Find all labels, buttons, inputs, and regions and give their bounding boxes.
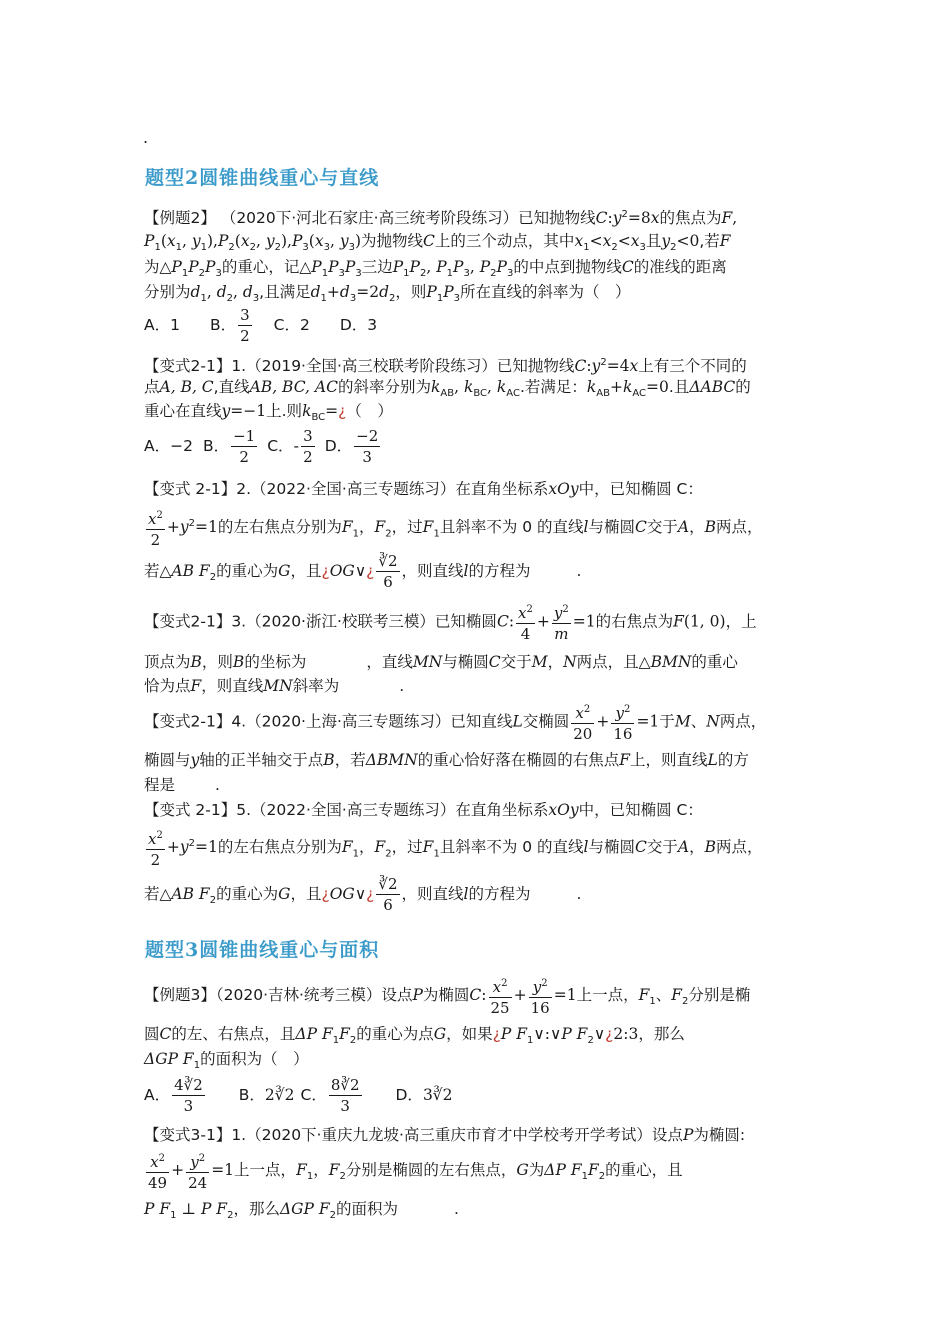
v21-5-line-1: 【变式 2-1】5.（2022·全国·高三专题练习）在直角坐标系xOy中，已知椭圆 C： bbox=[144, 801, 703, 819]
v21-3-line-1: 【变式2-1】3.（2020·浙江·校联考三模）已知椭圆C: $\frac{x^2}{4}$ + $\frac{y^2}{m}$ =1的右焦点为F(1, 0)，上 bbox=[144, 600, 820, 644]
ex3-line-3: ΔGP $F_1$的面积为（ ） bbox=[144, 1050, 309, 1072]
v21-3-line-2: 顶点为B，则B的坐标为 ，直线MN与椭圆C交于M，N两点，且△BMN的重心 bbox=[144, 653, 738, 671]
v21-1-options: A．−2 B． $\frac{-1}{2}$ C．- $\frac{3}{2}$ D． $\frac{-2}{3}$ bbox=[144, 427, 379, 466]
v31-1-line-3: P $F_1$ ⊥ P $F_2$，那么ΔGP $F_2$的面积为 . bbox=[144, 1200, 459, 1222]
v31-1-line-1: 【变式3-1】1.（2020下·重庆九龙坡·高三重庆市育才中学校考开学考试）设点P为椭圆: bbox=[144, 1126, 746, 1144]
v21-4-line-2: 椭圆与y轴的正半轴交于点B，若ΔBMN的重心恰好落在椭圆的右焦点F上，则直线L的方 bbox=[144, 751, 749, 769]
v21-4-line-3: 程是 . bbox=[144, 776, 220, 794]
ex2-option-c: C．2 bbox=[273, 316, 310, 334]
ex2-line-1: 【例题2】 （2020下·河北石家庄·高三统考阶段练习）已知抛物线$C:y^2=8x$的焦点为F, bbox=[144, 209, 738, 228]
ex2-option-a: A．1 bbox=[144, 316, 180, 334]
v21-2-line-3: 若△AB $F_2$的重心为G，且¿OG∨¿ $\frac{∛2}{6}$ ，则直线l的方程为 . bbox=[144, 552, 582, 591]
section-3-title: 题型3圆锥曲线重心与面积 bbox=[145, 939, 380, 961]
ex2-line-3: 为$\triangle P_1P_2P_3$的重心，记$\triangle P_1P_3P_3$三边$P_1P_2$, $P_1P_3$, $P_2P_3$的中点到抛物线C的准线的距离 bbox=[144, 258, 727, 280]
ex3-options: A． $\frac{4∛2}{3}$ B．2∛2 C． $\frac{8∛2}{3}$ D．3∛2 bbox=[144, 1076, 453, 1115]
v21-5-line-2: $\frac{x^2}{2}$ $+y^2=1$的左右焦点分别为$F_1$，$F_2$，过$F_1$且斜率不为 0 的直线l与椭圆C交于A，B两点， bbox=[144, 823, 820, 875]
ex2-options: A．1 B． $\frac{3}{2}$ C．2 D．3 bbox=[144, 306, 378, 345]
ex2-option-b: B． bbox=[209, 316, 237, 334]
ex2-line-2: $P_1(x_1$, $y_1),P_2(x_2$, $y_2),P_3(x_3$, $y_3$)为抛物线C上的三个动点，其中$x_1<x_2<x_3$且$y_2<0$,若F bbox=[144, 232, 731, 254]
v21-1-line-1: 【变式2-1】1.（2019·全国·高三校联考阶段练习）已知抛物线$C:y^2=4x$上有三个不同的 bbox=[144, 357, 747, 376]
stray-dot: . bbox=[143, 128, 149, 147]
v21-1-line-2: 点A, B, C,直线AB, BC, AC的斜率分别为$k_{AB}$, $k_{BC}$, $k_{AC}$.若满足：$k_{AB}+k_{AC}=0$.且ΔABC的 bbox=[144, 378, 751, 400]
v21-1-line-3: 重心在直线y=−1上.则$k_{BC}=¿$（ ） bbox=[144, 402, 393, 424]
v31-1-line-2: $\frac{x^2}{49}$ + $\frac{y^2}{24}$ =1上一点，$F_1$，$F_2$分别是椭圆的左右焦点，G为ΔP $F_1F_2$的重心，且 bbox=[144, 1148, 820, 1199]
ex2-option-d: D．3 bbox=[339, 316, 378, 334]
ex3-line-1: 【例题3】（2020·吉林·统考三模）设点P为椭圆C: $\frac{x^2}{25}$ + $\frac{y^2}{16}$ =1上一点，$F_1$、$F_2$分别是椭 bbox=[144, 973, 820, 1024]
v21-4-line-1: 【变式2-1】4.（2020·上海·高三专题练习）已知直线L交椭圆 $\frac{x^2}{20}$ + $\frac{y^2}{16}$ =1于M、N两点， bbox=[144, 700, 820, 744]
ex2-line-4: 分别为$d_1$, $d_2$, $d_3$,且满足$d_1+d_3=2d_2$，则$P_1P_3$所在直线的斜率为（ ） bbox=[144, 283, 631, 305]
ex2-source: （2020下·河北石家庄·高三统考阶段练习） bbox=[220, 209, 519, 228]
v21-2-line-1: 【变式 2-1】2.（2022·全国·高三专题练习）在直角坐标系xOy中，已知椭圆 C： bbox=[144, 480, 703, 498]
v21-5-line-3: 若△AB $F_2$的重心为G，且¿OG∨¿ $\frac{∛2}{6}$ ，则直线l的方程为 . bbox=[144, 875, 582, 914]
ex2-tag: 【例题2】 bbox=[144, 209, 216, 228]
ex3-line-2: 圆C的左、右焦点，且ΔP $F_1F_2$的重心为点G，如果¿P $F_1\vee:\vee P$ $F_2\vee¿2:3$，那么 bbox=[144, 1025, 685, 1047]
section-2-title: 题型2圆锥曲线重心与直线 bbox=[145, 167, 380, 189]
v21-2-line-2: $\frac{x^2}{2}$ $+y^2=1$的左右焦点分别为$F_1$，$F_2$，过$F_1$且斜率不为 0 的直线l与椭圆C交于A，B两点， bbox=[144, 503, 820, 555]
v21-3-line-3: 恰为点F，则直线MN斜率为 . bbox=[144, 677, 405, 695]
